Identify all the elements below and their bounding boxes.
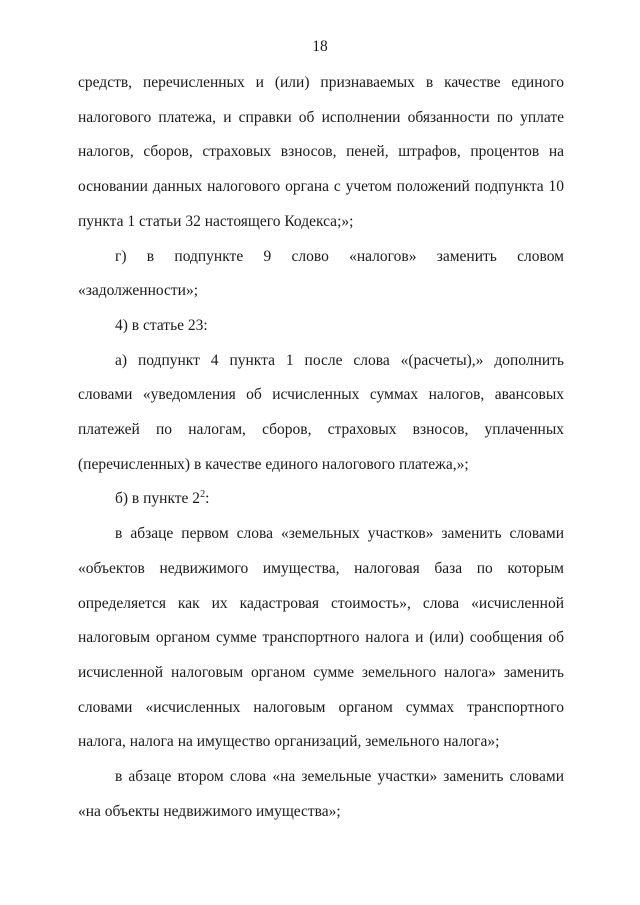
- paragraph-item-4: 4) в статье 23:: [115, 316, 208, 334]
- paragraph-subitem-b: [78, 482, 564, 517]
- paragraph-subitem-a: а) подпункт 4 пункта 1 после слова «(расчеты),» дополнить словами «уведомления об исчисленных суммах налогов, авансовых платежей по налогам, сборов, страховых взносов, уплаченных (перечисленных) в качестве единого налогового платежа,»;: [78, 351, 564, 473]
- paragraph-subitem-b-text: б) в пункте 2: [115, 490, 201, 508]
- paragraph-subitem-g: г) в подпункте 9 слово «налогов» заменить словом «задолженности»;: [78, 247, 564, 300]
- paragraph-second-abzats: в абзаце втором слова «на земельные участки» заменить словами «на объекты недвижимого имущества»;: [78, 768, 564, 820]
- paragraph-subitem-b-colon: :: [205, 490, 210, 508]
- document-body: [78, 66, 564, 829]
- paragraph-first-abzats: в абзаце первом слова «земельных участков» заменить словами «объектов недвижимого имущества, налоговая база по которым определяется как их кадастровая стоимость», слова «исчисленной налоговым органом сумме транспортного налога и (или) сообщения об исчисленной налоговым органом сумме земельного налога» заменить словами «исчисленных налоговым органом суммах транспортного налога, налога на имущество организаций, земельного налога»;: [78, 525, 564, 751]
- paragraph-continuation: средств, перечисленных и (или) признаваемых в качестве единого налогового платежа, и справки об исполнении обязанности по уплате налогов, сборов, страховых взносов, пеней, штрафов, процентов на основании данных налогового органа с учетом положений подпункта 10 пункта 1 статьи 32 настоящего Кодекса;»;: [78, 74, 564, 230]
- page-number: 18: [312, 38, 328, 55]
- superscript-marker: 2: [200, 489, 206, 501]
